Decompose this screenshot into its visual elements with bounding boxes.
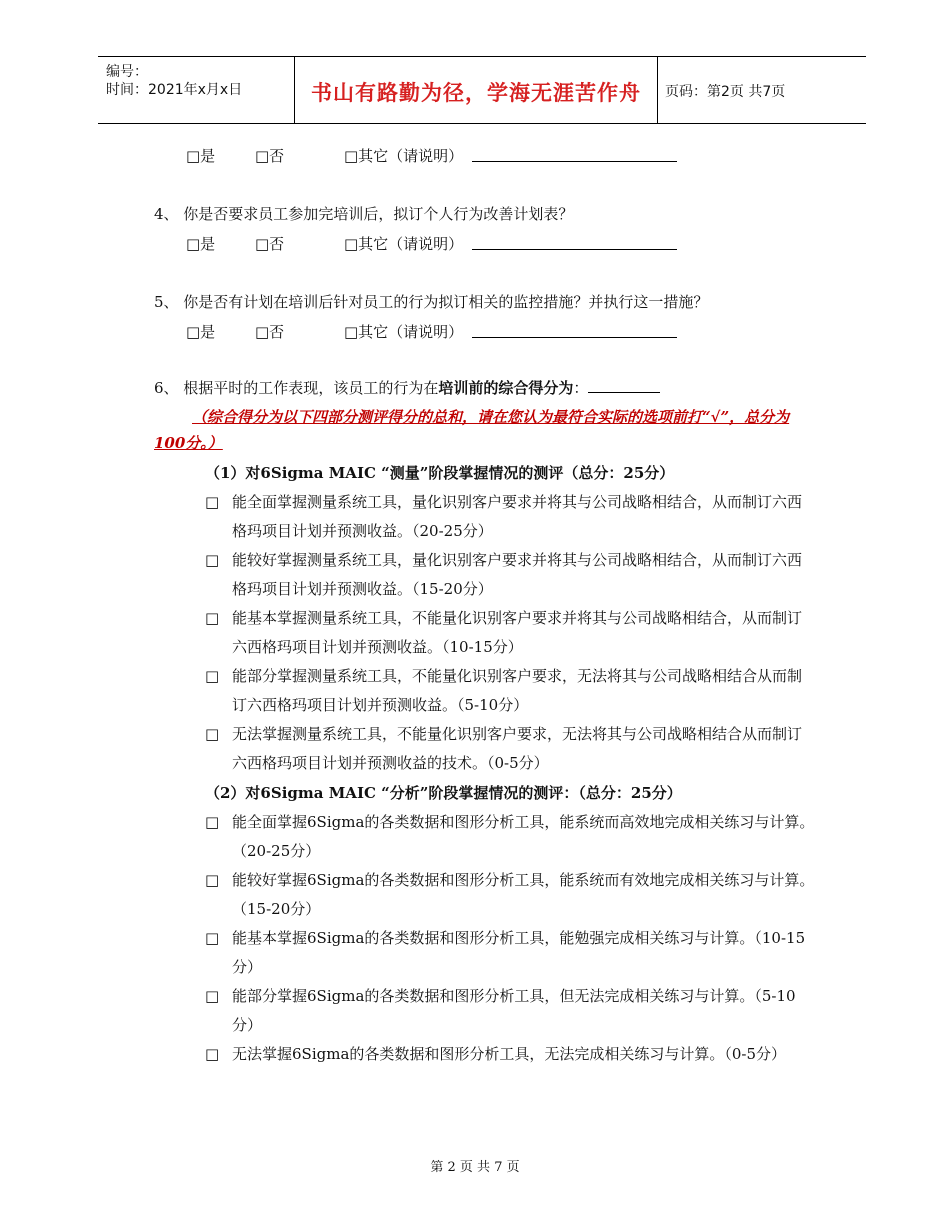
option-text: 能全面掌握测量系统工具，量化识别客户要求并将其与公司战略相结合，从而制订六西格玛项目计划并预测收益。（20-25分） [232, 493, 803, 540]
checkbox-icon[interactable]: □ [205, 667, 220, 685]
section-1-option[interactable] [205, 488, 815, 546]
checkbox-icon[interactable]: □ [205, 871, 220, 889]
option-text: 能部分掌握6Sigma的各类数据和图形分析工具，但无法完成相关练习与计算。（5-10分） [232, 987, 796, 1034]
option-text: 能全面掌握6Sigma的各类数据和图形分析工具，能系统而高效地完成相关练习与计算。（20-25分） [232, 813, 815, 860]
option-text: 能基本掌握6Sigma的各类数据和图形分析工具，能勉强完成相关练习与计算。（10-15分） [232, 929, 806, 976]
header-mid-cell [294, 57, 658, 123]
header-right-cell [657, 57, 866, 123]
other-explain-blank[interactable] [472, 147, 677, 162]
option-no-checkbox[interactable]: □否 [255, 235, 285, 253]
option-text: 能部分掌握测量系统工具，不能量化识别客户要求，无法将其与公司战略相结合从而制订六西格玛项目计划并预测收益。（5-10分） [232, 667, 803, 714]
section-2-title: （2）对6Sigma MAIC “分析”阶段掌握情况的测评：（总分：25分） [205, 784, 682, 802]
section-2-option[interactable] [205, 924, 815, 982]
option-other-checkbox[interactable]: □其它（请说明） [344, 147, 464, 165]
document-time-label: 时间：2021年x月x日 [106, 82, 243, 98]
section-1-option[interactable] [205, 546, 815, 604]
section-2-option[interactable] [205, 982, 815, 1040]
checkbox-icon[interactable]: □ [205, 813, 220, 831]
section-1-title: （1）对6Sigma MAIC “测量”阶段掌握情况的测评（总分：25分） [205, 464, 675, 482]
question-5: 5、 你是否有计划在培训后针对员工的行为拟订相关的监控措施？并执行这一措施？ [154, 293, 709, 311]
other-explain-blank[interactable] [472, 235, 677, 250]
header-page-label: 页码：第2页 共7页 [665, 84, 786, 100]
header-left-cell [98, 57, 294, 123]
question-6-prefix: 6、 根据平时的工作表现，该员工的行为在 [154, 379, 439, 397]
checkbox-icon[interactable]: □ [205, 1045, 220, 1063]
question-4: 4、 你是否要求员工参加完培训后，拟订个人行为改善计划表？ [154, 205, 574, 223]
checkbox-icon[interactable]: □ [205, 987, 220, 1005]
checkbox-icon[interactable]: □ [205, 609, 220, 627]
option-text: 无法掌握6Sigma的各类数据和图形分析工具，无法完成相关练习与计算。（0-5分） [232, 1045, 787, 1063]
section-1-option[interactable] [205, 662, 815, 720]
question-6-emphasis: 培训前的综合得分为 [438, 379, 574, 397]
option-yes-checkbox[interactable]: □是 [186, 235, 216, 253]
checkbox-icon[interactable]: □ [205, 929, 220, 947]
motto-title: 书山有路勤为径，学海无涯苦作舟 [311, 81, 641, 105]
section-2-option[interactable] [205, 808, 815, 866]
question-6-suffix: ： [573, 379, 589, 397]
section-2-option[interactable] [205, 866, 815, 924]
checkbox-icon[interactable]: □ [205, 493, 220, 511]
scoring-note: （综合得分为以下四部分测评得分的总和，请在您认为最符合实际的选项前打“√”，总分为100分。） [154, 408, 790, 452]
other-explain-blank[interactable] [472, 323, 677, 338]
option-yes-checkbox[interactable]: □是 [186, 147, 216, 165]
option-text: 能较好掌握测量系统工具，量化识别客户要求并将其与公司战略相结合，从而制订六西格玛项目计划并预测收益。（15-20分） [232, 551, 803, 598]
option-other-checkbox[interactable]: □其它（请说明） [344, 235, 464, 253]
checkbox-icon[interactable]: □ [205, 551, 220, 569]
section-2-option[interactable] [205, 1040, 815, 1069]
option-yes-checkbox[interactable]: □是 [186, 323, 216, 341]
page-footer: 第 2 页 共 7 页 [430, 1160, 520, 1175]
document-number-label: 编号： [106, 64, 148, 80]
checkbox-icon[interactable]: □ [205, 725, 220, 743]
section-1-option[interactable] [205, 604, 815, 662]
option-no-checkbox[interactable]: □否 [255, 323, 285, 341]
option-text: 无法掌握测量系统工具，不能量化识别客户要求，无法将其与公司战略相结合从而制订六西格玛项目计划并预测收益的技术。（0-5分） [232, 725, 803, 772]
option-text: 能较好掌握6Sigma的各类数据和图形分析工具，能系统而有效地完成相关练习与计算。（15-20分） [232, 871, 815, 918]
section-1-option[interactable] [205, 720, 815, 778]
question-6 [154, 377, 660, 398]
score-blank[interactable] [588, 378, 660, 393]
header-table [98, 56, 866, 124]
option-no-checkbox[interactable]: □否 [255, 147, 285, 165]
option-other-checkbox[interactable]: □其它（请说明） [344, 323, 464, 341]
option-text: 能基本掌握测量系统工具，不能量化识别客户要求并将其与公司战略相结合，从而制订六西格玛项目计划并预测收益。（10-15分） [232, 609, 803, 656]
